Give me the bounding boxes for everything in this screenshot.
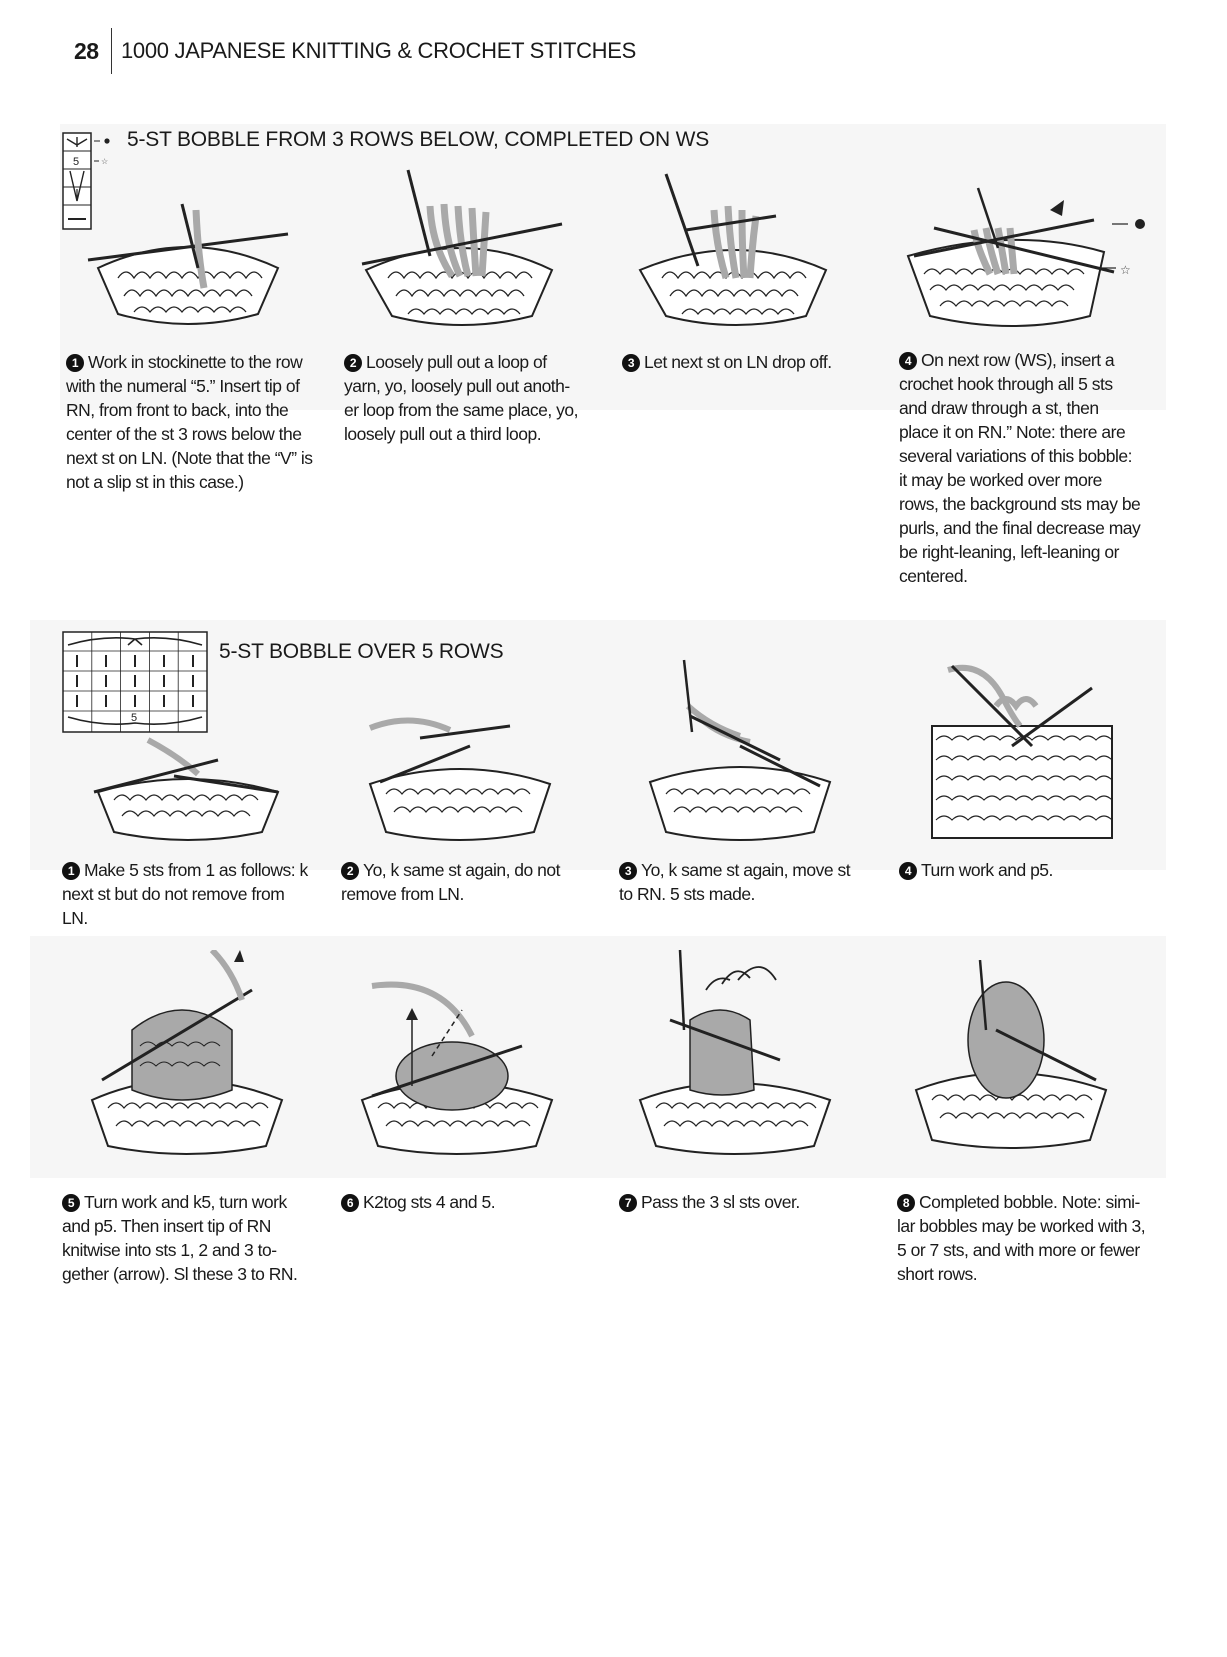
step-text: Yo, k same st again, do not remove from LN. [341,860,560,904]
section-2-chart-number: 5 [131,712,138,724]
step-text: Turn work and p5. [921,860,1053,880]
section-2-step-7-illustration [630,950,840,1160]
page-number: 28 [74,38,99,64]
section-2-step-4-caption [899,858,1159,882]
section-1-step-3-caption [622,350,882,374]
section-2-step-2-caption [341,858,601,906]
section-2-step-3-caption [619,858,879,906]
section-1-step-2-illustration [352,166,572,336]
step-number-badge: 3 [622,354,640,372]
section-1-step-1-illustration [78,196,298,336]
step-number-badge: 1 [66,354,84,372]
section-1-step-3-illustration [626,166,846,336]
section-2-step-5-caption [62,1190,332,1286]
section-2-title: 5-ST BOBBLE OVER 5 ROWS [219,640,504,663]
step-number-badge: 2 [341,862,359,880]
section-1-step-2-caption [344,350,604,446]
section-2-step-8-illustration [906,960,1116,1160]
step-number-badge: 8 [897,1194,915,1212]
section-2-step-3-illustration [640,656,840,846]
section-2-step-1-caption [62,858,332,930]
section-1-title: 5-ST BOBBLE FROM 3 ROWS BELOW, COMPLETED ON WS [127,128,710,151]
step-number-badge: 4 [899,862,917,880]
step-text: Completed bobble. Note: simi- lar bobbles may be worked with 3, 5 or 7 sts, and with more or fewer short rows. [897,1192,1146,1284]
step-text: Turn work and k5, turn work and p5. Then insert tip of RN knitwise into sts 1, 2 and 3 to- gether (arrow). Sl these 3 to RN. [62,1192,298,1284]
section-2-step-4-illustration [912,636,1132,846]
step-text: Pass the 3 sl sts over. [641,1192,800,1212]
section-2-step-8-caption [897,1190,1167,1286]
svg-text:☆: ☆ [1120,263,1131,277]
section-2-step-1-illustration [88,736,288,846]
step-text: Loosely pull out a loop of yarn, yo, loosely pull out anoth- er loop from the same place, yo, loosely pull out a third loop. [344,352,578,444]
section-2-step-5-illustration [82,950,292,1160]
step-number-badge: 6 [341,1194,359,1212]
step-number-badge: 1 [62,862,80,880]
step-number-badge: 5 [62,1194,80,1212]
step-text: Let next st on LN drop off. [644,352,832,372]
step-number-badge: 4 [899,352,917,370]
section-2-stitch-chart [62,631,208,733]
step-text: Make 5 sts from 1 as follows: k next st but do not remove from LN. [62,860,308,928]
section-1-chart-number: 5 [73,156,80,168]
step-number-badge: 7 [619,1194,637,1212]
step-text: K2tog sts 4 and 5. [363,1192,496,1212]
section-2-step-6-caption [341,1190,601,1214]
page-header [0,28,1227,74]
header-divider [111,28,112,74]
section-1-step-4-illustration [894,186,1154,336]
section-2-step-2-illustration [360,706,560,846]
book-title: 1000 JAPANESE KNITTING & CROCHET STITCHES [121,38,637,63]
section-2-step-7-caption [619,1190,879,1214]
step-number-badge: 3 [619,862,637,880]
section-2-step-6-illustration [352,976,562,1166]
section-1-step-4-caption [899,348,1169,588]
step-text: Work in stockinette to the row with the numeral “5.” Insert tip of RN, from front to back, into the center of the st 3 rows below the next st on LN. (Note that the “V” is not a slip st in this case.) [66,352,313,492]
section-1-step-1-caption [66,350,336,494]
svg-text:☆: ☆ [101,157,109,166]
step-text: Yo, k same st again, move st to RN. 5 sts made. [619,860,851,904]
step-text: On next row (WS), insert a crochet hook through all 5 sts and draw through a st, then place it on RN.” Note: there are several variations of this bobble: it may be worked over more rows, the background sts may be purls, and the final decrease may be right-leaning, left-leaning or centered. [899,350,1141,586]
step-number-badge: 2 [344,354,362,372]
